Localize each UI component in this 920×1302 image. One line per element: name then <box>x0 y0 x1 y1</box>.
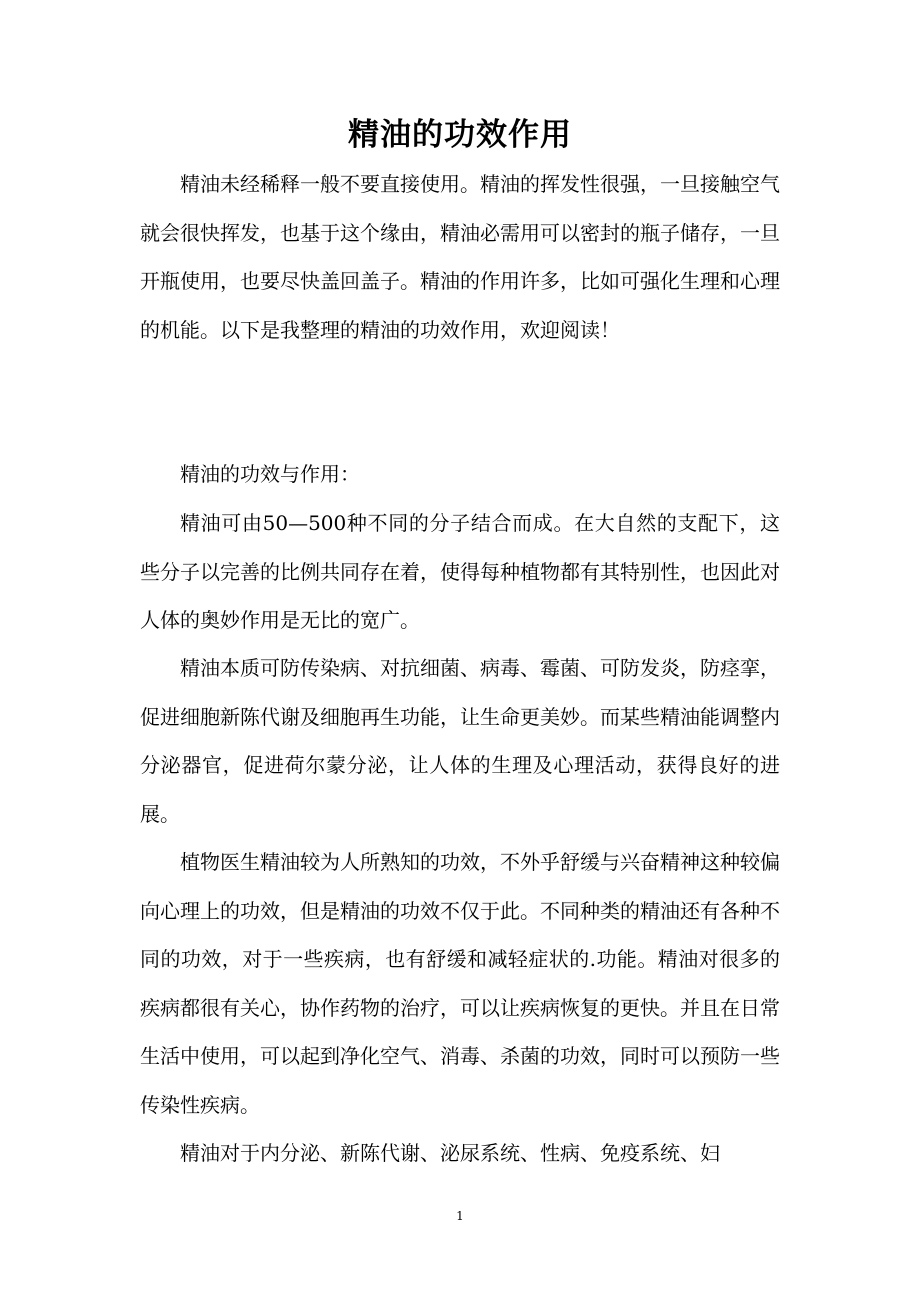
page-number: 1 <box>456 1209 464 1223</box>
body-paragraph: 精油可由50—500种不同的分子结合而成。在大自然的支配下，这些分子以完善的比例共同存在着，使得每种植物都有其特别性，也因此对人体的奥妙作用是无比的宽广。 <box>140 511 780 632</box>
intro-paragraph: 精油未经稀释一般不要直接使用。精油的挥发性很强，一旦接触空气就会很快挥发，也基于这个缘由，精油必需用可以密封的瓶子储存，一旦开瓶使用，也要尽快盖回盖子。精油的作用许多，比如可强化生理和心理的机能。以下是我整理的精油的功效作用，欢迎阅读！ <box>140 172 780 342</box>
body-paragraph: 精油对于内分泌、新陈代谢、泌尿系统、性病、免疫系统、妇 <box>180 1141 720 1165</box>
document-title: 精油的功效作用 <box>348 117 572 153</box>
body-paragraph: 植物医生精油较为人所熟知的功效，不外乎舒缓与兴奋精神这种较偏向心理上的功效，但是精油的功效不仅于此。不同种类的精油还有各种不同的功效，对于一些疾病，也有舒缓和减轻症状的.功能。精油对很多的疾病都很有关心，协作药物的治疗，可以让疾病恢复的更快。并且在日常生活中使用，可以起到净化空气、消毒、杀菌的功效，同时可以预防一些传染性疾病。 <box>140 850 780 1117</box>
section-heading-paragraph: 精油的功效与作用： <box>180 462 360 486</box>
body-paragraph: 精油本质可防传染病、对抗细菌、病毒、霉菌、可防发炎，防痉挛，促进细胞新陈代谢及细胞再生功能，让生命更美妙。而某些精油能调整内分泌器官，促进荷尔蒙分泌，让人体的生理及心理活动，获得良好的进展。 <box>140 656 780 826</box>
